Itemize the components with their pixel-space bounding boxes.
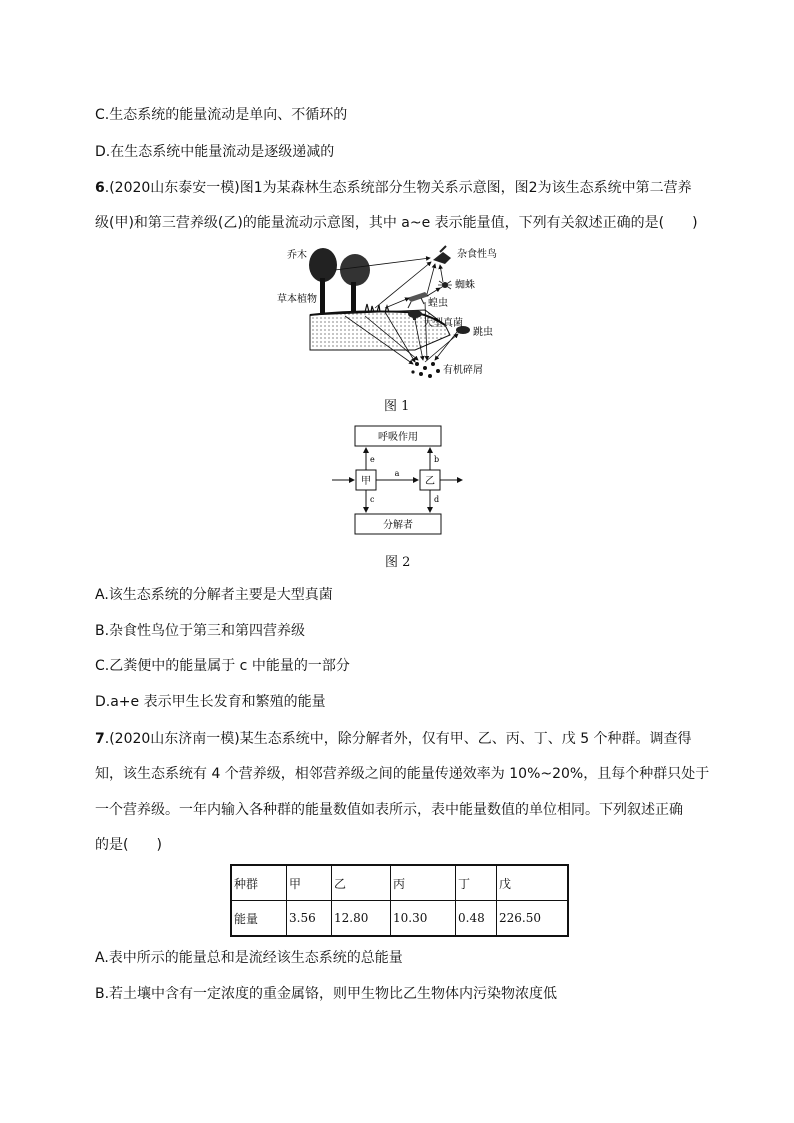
energy-table [230, 864, 569, 937]
table-cell: 能量 [231, 901, 287, 937]
label-spider: 蜘蛛 [455, 280, 475, 291]
table-cell: 丙 [391, 865, 456, 901]
figure1-caption: 图 1 [384, 399, 410, 414]
label-b: b [434, 455, 440, 464]
table-cell: 戊 [497, 865, 569, 901]
figure2-caption: 图 2 [385, 555, 411, 570]
label-tree: 乔木 [287, 250, 307, 261]
label-herb: 草本植物 [277, 294, 317, 305]
detritus-icon [411, 362, 440, 378]
table-cell: 0.48 [456, 901, 497, 937]
bird-icon [433, 246, 451, 264]
q6-option-b: B.杂食性鸟位于第三和第四营养级 [95, 623, 306, 639]
table-cell: 12.80 [332, 901, 391, 937]
label-c: c [370, 495, 375, 504]
label-fungus: 大型真菌 [423, 318, 463, 329]
jia-label: 甲 [361, 476, 371, 487]
spider-icon [438, 281, 452, 289]
table-row [231, 865, 568, 901]
q7-stem-line2: 知，该生态系统有 4 个营养级，相邻营养级之间的能量传递效率为 10%~20%，且每个种群只处于 [95, 766, 710, 782]
table-row [231, 901, 568, 937]
label-a: a [394, 469, 400, 478]
option-c-line: C.生态系统的能量流动是单向、不循环的 [95, 107, 348, 123]
q7-option-b: B.若土壤中含有一定浓度的重金属铬，则甲生物比乙生物体内污染物浓度低 [95, 986, 558, 1002]
q6-option-d: D.a+e 表示甲生长发育和繁殖的能量 [95, 694, 326, 710]
tree-icon [309, 248, 370, 314]
table-cell: 乙 [332, 865, 391, 901]
q6-text-1: .(2020山东泰安一模)图1为某森林生态系统部分生物关系示意图，图2为该生态系统中第二营养 [104, 180, 692, 196]
respiration-label: 呼吸作用 [378, 432, 418, 443]
option-d-line: D.在生态系统中能量流动是逐级递减的 [95, 144, 335, 160]
q7-option-a: A.表中所示的能量总和是流经该生态系统的总能量 [95, 950, 403, 966]
table-cell: 10.30 [391, 901, 456, 937]
label-e: e [370, 455, 375, 464]
table-cell: 3.56 [287, 901, 332, 937]
label-locust: 蝗虫 [428, 298, 448, 309]
q6-stem-line2: 级(甲)和第三营养级(乙)的能量流动示意图，其中 a~e 表示能量值，下列有关叙述正确的是( ) [95, 215, 698, 231]
q7-stem-line1 [95, 729, 692, 749]
decomposer-label: 分解者 [383, 520, 413, 531]
q6-option-a: A.该生态系统的分解者主要是大型真菌 [95, 587, 333, 603]
q7-stem-line4: 的是( ) [95, 837, 162, 853]
table-cell: 甲 [287, 865, 332, 901]
q6-option-c: C.乙粪便中的能量属于 c 中能量的一部分 [95, 658, 350, 674]
figure1-ecosystem-diagram [275, 240, 535, 385]
q6-number: 6 [95, 180, 105, 196]
label-d: d [434, 495, 440, 504]
q7-number: 7 [95, 731, 105, 747]
label-detritus: 有机碎屑 [443, 365, 483, 376]
table-cell: 丁 [456, 865, 497, 901]
q7-text-1: .(2020山东济南一模)某生态系统中，除分解者外，仅有甲、乙、丙、丁、戊 5 个种群。调查得 [104, 731, 692, 747]
label-bird: 杂食性鸟 [457, 249, 497, 260]
table-cell: 226.50 [497, 901, 569, 937]
q7-stem-line3: 一个营养级。一年内输入各种群的能量数值如表所示，表中能量数值的单位相同。下列叙述正确 [95, 802, 683, 818]
q6-stem-line1 [95, 178, 692, 198]
figure2-energy-flow-diagram [330, 420, 470, 540]
label-springtail: 跳虫 [473, 327, 493, 338]
table-cell: 种群 [231, 865, 287, 901]
locust-icon [407, 292, 429, 308]
yi-label: 乙 [425, 476, 435, 487]
